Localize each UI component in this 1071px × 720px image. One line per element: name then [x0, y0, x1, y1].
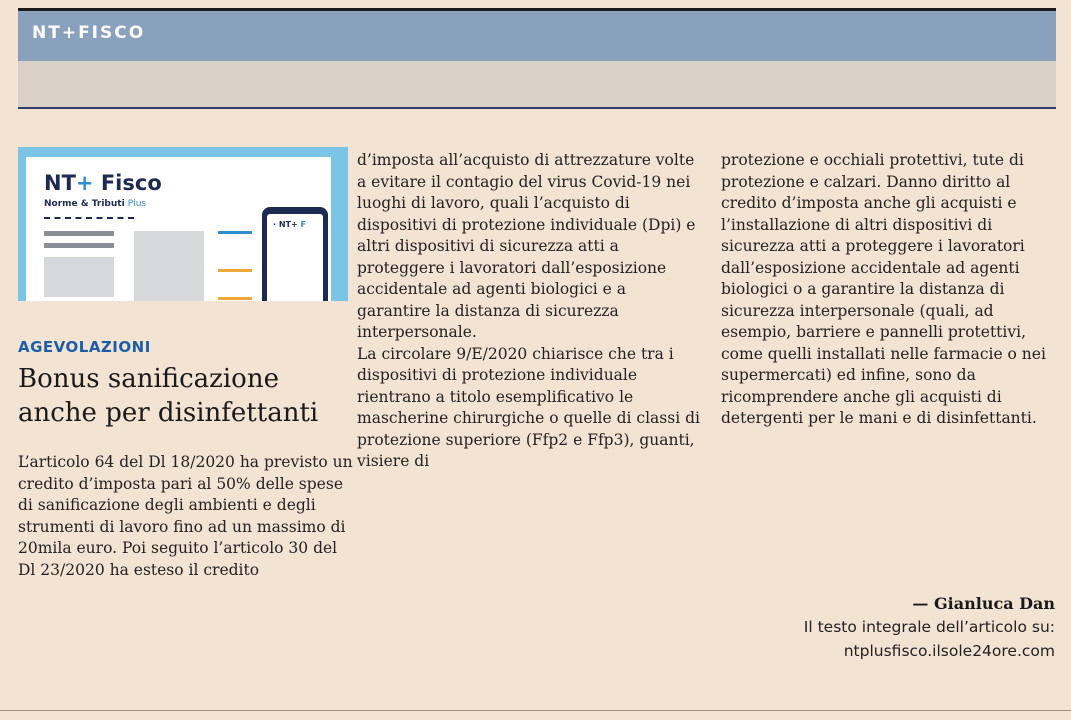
thumbnail-text-line [44, 231, 114, 236]
thumbnail-block [134, 231, 204, 301]
promo-thumbnail[interactable] [18, 147, 348, 301]
thumbnail-phone-logo: · NT+ F [273, 220, 306, 229]
header-subband [18, 61, 1056, 109]
article-headline[interactable]: Bonus sanificazione anche per disinfettanti [18, 364, 319, 428]
thumbnail-accent-line [218, 269, 252, 272]
footer-divider [0, 710, 1071, 711]
thumbnail-accent-line [218, 231, 252, 234]
brand-title: NT+FISCO [32, 23, 146, 43]
article-reference-label: Il testo integrale dell’articolo su: [803, 618, 1055, 636]
thumbnail-logo: NT+ Fisco [44, 171, 162, 195]
thumbnail-accent-line [218, 297, 252, 300]
top-margin [0, 0, 1071, 8]
article-kicker: AGEVOLAZIONI [18, 338, 151, 356]
thumbnail-dash-divider [44, 217, 134, 219]
article-body-column-1: L’articolo 64 del Dl 18/2020 ha previsto un credito d’imposta pari al 50% delle spese di sanificazione degli ambienti e degli strumenti di lavoro fino ad un massimo di 20mila euro. Poi seguito l’articolo 30 del Dl 23/2020 ha esteso il credito [18, 453, 353, 579]
thumbnail-phone-screen [267, 214, 323, 301]
thumbnail-phone [262, 207, 328, 301]
article-author: — Gianluca Dan [912, 594, 1055, 613]
article-body-column-3: protezione e occhiali protettivi, tute di protezione e calzari. Danno diritto al credito d’imposta anche gli acquisti e l’installazione di altri dispositivi di sicurezza atti a proteggere i lavoratori dall’esposizione accidentale ad agenti biologici o a garantire la distanza di sicurezza interpersonale (quali, ad esempio, barriere e pannelli protettivi, come quelli installati nelle farmacie o nei supermercati) ed infine, sono da ricomprendere anche gli acquisti di detergenti per le mani e di disinfettanti. [721, 151, 1046, 427]
thumbnail-text-line [44, 243, 114, 248]
article-body-column-2: d’imposta all’acquisto di attrezzature volte a evitare il contagio del virus Covid-19 nei luoghi di lavoro, quali l’acquisto di dispositivi di protezione individuale (Dpi) e altri dispositivi di sicurezza atti a proteggere i lavoratori dall’esposizione accidentale ad agenti biologici e a garantire la distanza di sicurezza interpersonale. La circolare 9/E/2020 chiarisce che tra i dispositivi di protezione individuale rientrano a titolo esemplificativo le mascherine chirurgiche o quelle di classi di protezione superiore (Ffp2 e Ffp3), guanti, visiere di [357, 151, 700, 470]
thumbnail-block [44, 257, 114, 297]
article-reference-link[interactable]: ntplusfisco.ilsole24ore.com [843, 642, 1055, 660]
thumbnail-subtitle: Norme & Tributi Plus [44, 199, 147, 209]
section-header [18, 8, 1056, 61]
